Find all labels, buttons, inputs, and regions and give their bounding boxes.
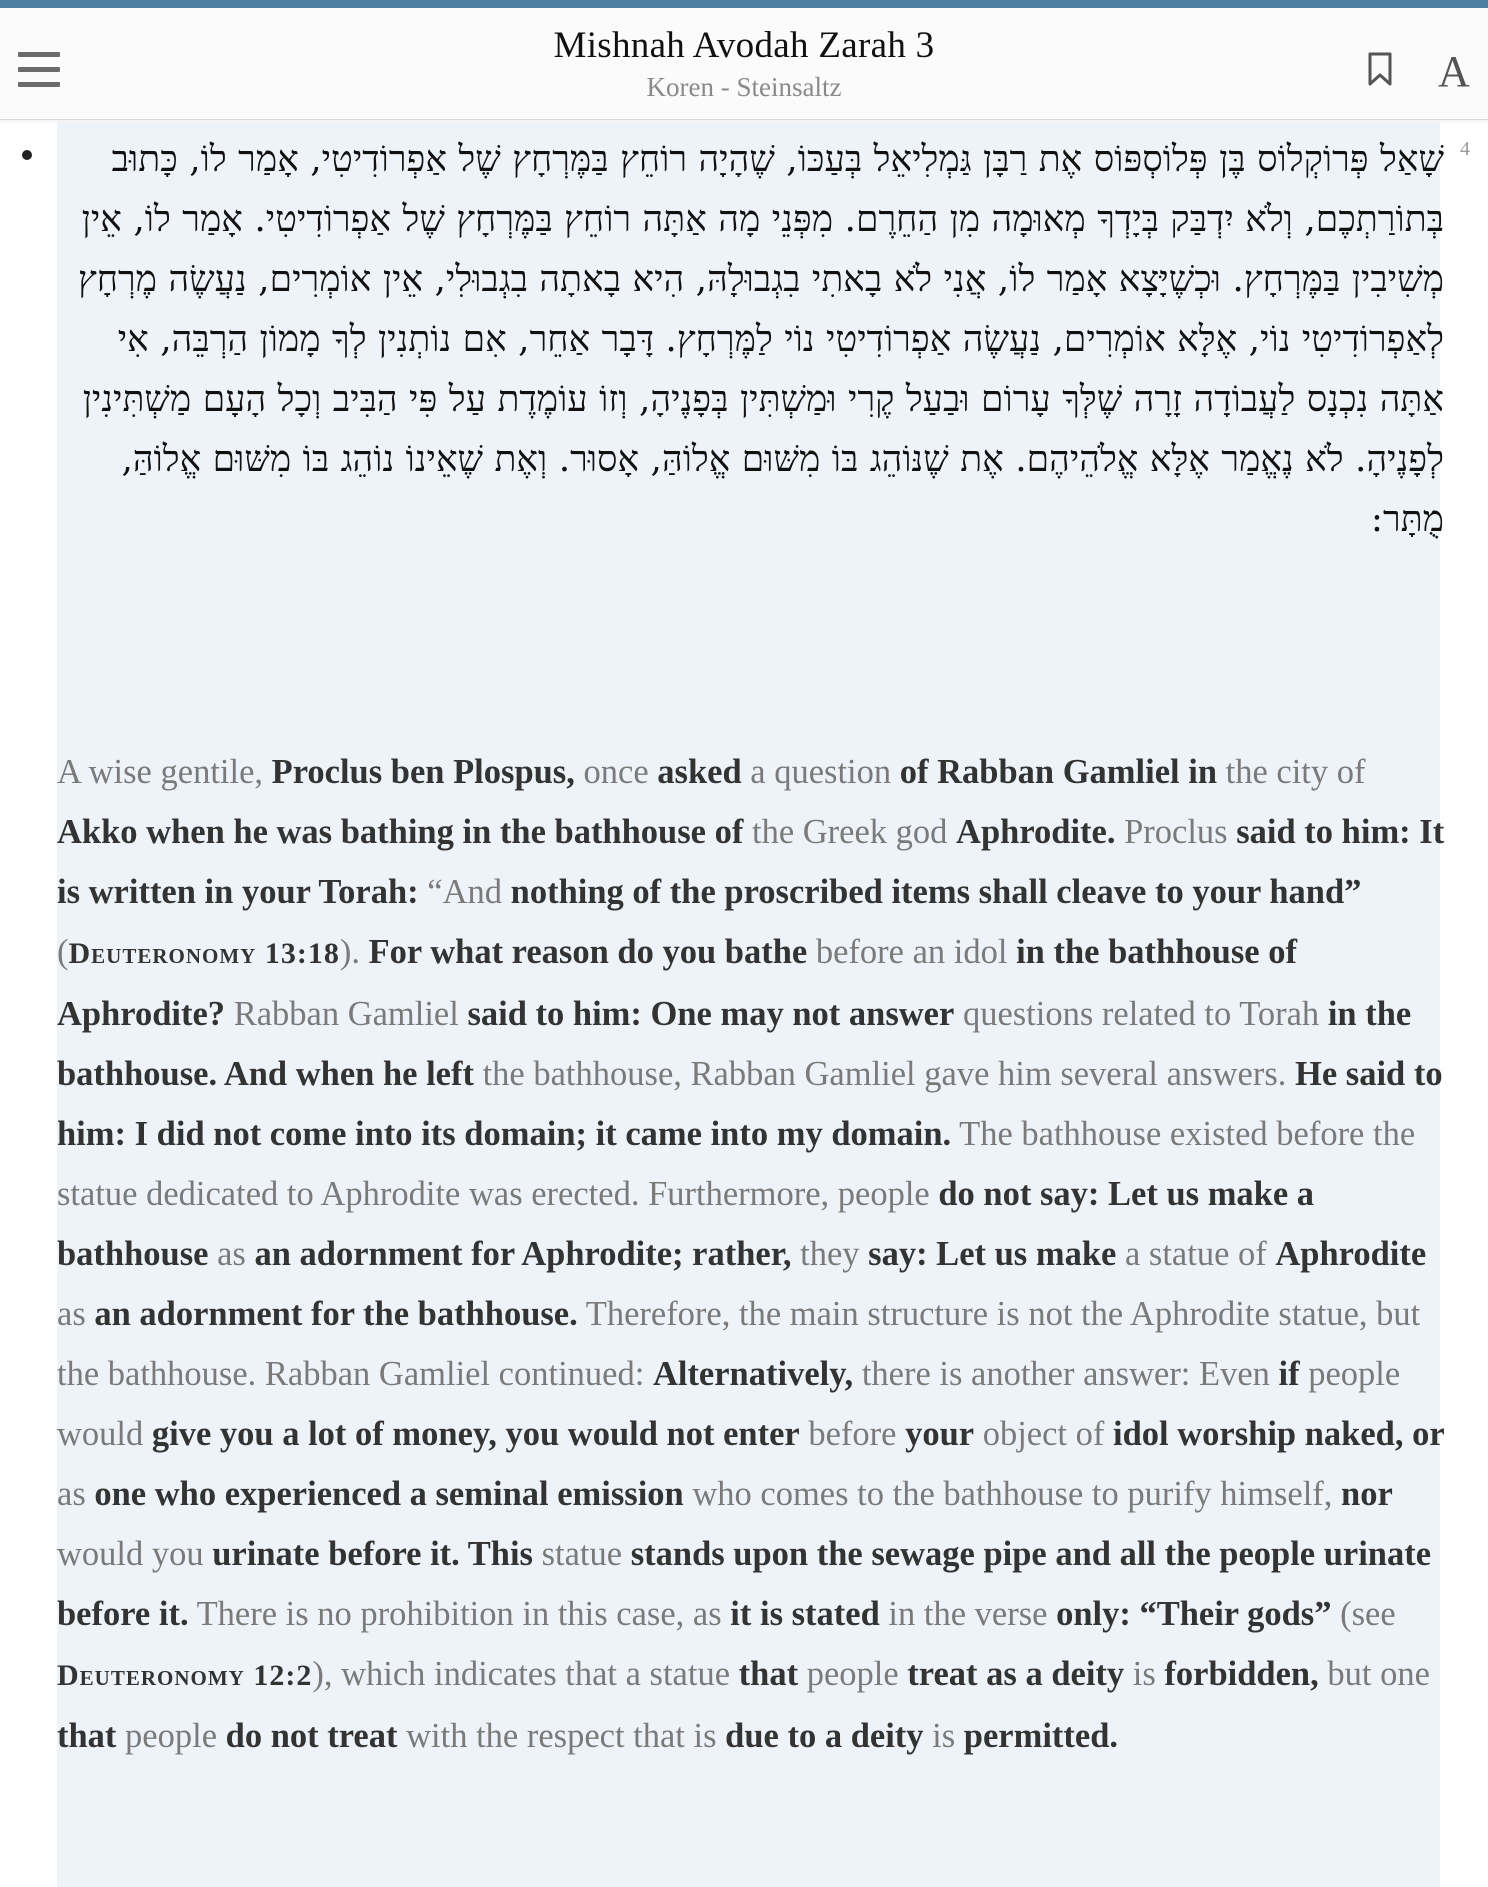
plain-translation-run: once xyxy=(574,753,658,791)
plain-translation-run: the Greek god xyxy=(743,813,957,851)
plain-translation-run: ). xyxy=(339,933,369,971)
plain-translation-run: “And xyxy=(418,873,511,911)
plain-translation-run: but one xyxy=(1318,1655,1430,1693)
bold-translation-run: an adornment for the bathhouse. xyxy=(94,1295,578,1333)
bold-translation-run: do not say: Let us make a bathhouse xyxy=(57,1175,1315,1273)
bold-translation-run: nor xyxy=(1341,1475,1393,1513)
verse-reference-link[interactable]: Deuteronomy 13:18 xyxy=(68,937,340,970)
bold-translation-run: permitted. xyxy=(963,1717,1119,1755)
plain-translation-run: with the respect that is xyxy=(397,1717,726,1755)
english-translation[interactable] xyxy=(57,742,1445,1766)
plain-translation-run: the bathhouse, Rabban Gamliel gave him several answers. xyxy=(473,1055,1296,1093)
plain-translation-run: as xyxy=(208,1235,255,1273)
plain-translation-run: before xyxy=(799,1415,906,1453)
page-subtitle: Koren - Steinsaltz xyxy=(646,72,842,102)
plain-translation-run: is xyxy=(923,1717,964,1755)
bold-translation-run: only: “Their gods” xyxy=(1056,1595,1332,1633)
plain-translation-run: Rabban Gamliel xyxy=(225,995,468,1033)
bold-translation-run: in the bathhouse of Aphrodite? xyxy=(57,933,1297,1033)
verse-reference-link[interactable]: Deuteronomy 12:2 xyxy=(57,1659,313,1692)
bold-translation-run: due to a deity xyxy=(725,1717,924,1755)
bold-translation-run: For what reason do you bathe xyxy=(368,933,808,971)
plain-translation-run: who comes to the bathhouse to purify himself, xyxy=(683,1475,1342,1513)
bold-translation-run: that xyxy=(738,1655,799,1693)
plain-translation-run: is xyxy=(1124,1655,1165,1693)
bold-translation-run: idol worship naked, or xyxy=(1113,1415,1445,1453)
plain-translation-run: The bathhouse existed before the statue dedicated to Aphrodite was erected. Furthermore, people xyxy=(57,1115,1416,1213)
bold-translation-run: He said to him: I did not come into its domain; it came into my domain. xyxy=(57,1055,1443,1153)
bold-translation-run: in the bathhouse. And when he left xyxy=(57,995,1412,1093)
bold-translation-run: an adornment for Aphrodite; rather, xyxy=(254,1235,792,1273)
hebrew-text[interactable]: שָׁאַל פְּרוֹקְלוֹס בֶּן פְּלוֹסְפּוֹס אֶת רַבָּן גַּמְלִיאֵל בְּעַכּוֹ, שֶׁהָיָה רוֹחֵץ בַּמֶּרְחָץ שֶׁל אַפְרוֹדִיטִי, אָמַר לוֹ, כָּתוּב בְּתוֹרַתְכֶם, וְלֹא יִדְבַּק בְּיָדְךָ מְאוּמָה מִן הַחֵרֶם. מִפְּנֵי מָה אַתָּה רוֹחֵץ בַּמֶּרְחָץ שֶׁל אַפְרוֹדִיטִי. אָמַר לוֹ, אֵין מְשִׁיבִין בַּמֶּרְחָץ. וּכְשֶׁיָּצָא אָמַר לוֹ, אֲנִי לֹא בָאתִי בִגְבוּלָהּ, הִיא בָאתָה בִגְבוּלִי, אֵין אוֹמְרִים, נַעֲשֶׂה מֶרְחָץ לְאַפְרוֹדִיטִי נוֹי, אֶלָּא אוֹמְרִים, נַעֲשֶׂה אַפְרוֹדִיטִי נוֹי לַמֶּרְחָץ. דָּבָר אַחֵר, אִם נוֹתְנִין לְךָ מָמוֹן הַרְבֵּה, אִי אַתָּה נִכְנָס לַעֲבוֹדָה זָרָה שֶׁלְּךָ עָרוֹם וּבַעַל קֶרִי וּמַשְׁתִּין בְּפָנֶיהָ, וְזוֹ עוֹמֶדֶת עַל פִּי הַבִּיב וְכָל הָעָם מַשְׁתִּינִין לְפָנֶיהָ. לֹא נֶאֱמַר אֶלָּא אֱלֹהֵיהֶם. אֶת שֶׁנּוֹהֵג בּוֹ מִשּׁוּם אֱלוֹהַּ, אָסוּר. וְאֶת שֶׁאֵינוֹ נוֹהֵג בּוֹ מִשּׁוּם אֱלוֹהַּ, מֻתָּר: xyxy=(77,139,1444,540)
bold-translation-run: Akko when he was bathing in the bathhouse of xyxy=(57,813,744,851)
plain-translation-run: in the verse xyxy=(879,1595,1057,1633)
plain-translation-run: object of xyxy=(974,1415,1113,1453)
bold-translation-run: that xyxy=(57,1717,117,1755)
segment-number: 4 xyxy=(1460,138,1470,160)
bold-translation-run: urinate before it. This xyxy=(212,1535,533,1573)
plain-translation-run: questions related to Torah xyxy=(954,995,1328,1033)
bold-translation-run: asked xyxy=(657,753,742,791)
plain-translation-run: people would xyxy=(57,1355,1401,1453)
bold-translation-run: nothing of the proscribed items shall cleave to your hand” xyxy=(510,873,1362,911)
plain-translation-run: they xyxy=(791,1235,869,1273)
bold-translation-run: said to him: It is written in your Torah: xyxy=(57,813,1445,911)
bold-translation-run: said to him: One may not answer xyxy=(467,995,955,1033)
plain-translation-run: there is another answer: Even xyxy=(853,1355,1279,1393)
bold-translation-run: treat as a deity xyxy=(907,1655,1125,1693)
bold-translation-run: say: Let us make xyxy=(868,1235,1117,1273)
plain-translation-run: A wise gentile, xyxy=(57,753,272,791)
header-bar xyxy=(0,8,1488,120)
plain-translation-run: Proclus xyxy=(1115,813,1237,851)
plain-translation-run: a question xyxy=(741,753,900,791)
bold-translation-run: if xyxy=(1278,1355,1300,1393)
bold-translation-run: stands upon the sewage pipe and all the people urinate before it. xyxy=(57,1535,1432,1633)
segment-bullet xyxy=(22,150,32,160)
top-accent-bar xyxy=(0,0,1488,8)
plain-translation-run: ( xyxy=(57,933,69,971)
bold-translation-run: Aphrodite xyxy=(1275,1235,1427,1273)
plain-translation-run: as xyxy=(57,1295,95,1333)
bold-translation-run: it is stated xyxy=(730,1595,880,1633)
bold-translation-run: Proclus ben Plospus, xyxy=(271,753,575,791)
bold-translation-run: of Rabban Gamliel in xyxy=(899,753,1218,791)
plain-translation-run: as xyxy=(57,1475,95,1513)
plain-translation-run: There is no prohibition in this case, as xyxy=(188,1595,731,1633)
bold-translation-run: Aphrodite. xyxy=(956,813,1116,851)
plain-translation-run: the city of xyxy=(1217,753,1366,791)
plain-translation-run: ), which indicates that a statue xyxy=(312,1655,739,1693)
plain-translation-run: would you xyxy=(57,1535,213,1573)
bold-translation-run: do not treat xyxy=(225,1717,398,1755)
plain-translation-run: people xyxy=(798,1655,908,1693)
header-title-block xyxy=(0,22,1488,104)
font-settings-icon[interactable]: A xyxy=(1438,47,1470,96)
plain-translation-run: a statue of xyxy=(1116,1235,1276,1273)
plain-translation-run: (see xyxy=(1331,1595,1396,1633)
bold-translation-run: one who experienced a seminal emission xyxy=(94,1475,684,1513)
bold-translation-run: your xyxy=(905,1415,975,1453)
bold-translation-run: Alternatively, xyxy=(652,1355,854,1393)
bold-translation-run: forbidden, xyxy=(1164,1655,1319,1693)
page-title: Mishnah Avodah Zarah 3 xyxy=(553,25,935,66)
plain-translation-run: people xyxy=(116,1717,226,1755)
bookmark-icon[interactable] xyxy=(1368,52,1392,90)
plain-translation-run: statue xyxy=(532,1535,631,1573)
bold-translation-run: give you a lot of money, you would not enter xyxy=(151,1415,800,1453)
plain-translation-run: before an idol xyxy=(807,933,1017,971)
plain-translation-run: Therefore, the main structure is not the Aphrodite statue, but the bathhouse. Rabban Gamliel continued: xyxy=(57,1295,1421,1393)
